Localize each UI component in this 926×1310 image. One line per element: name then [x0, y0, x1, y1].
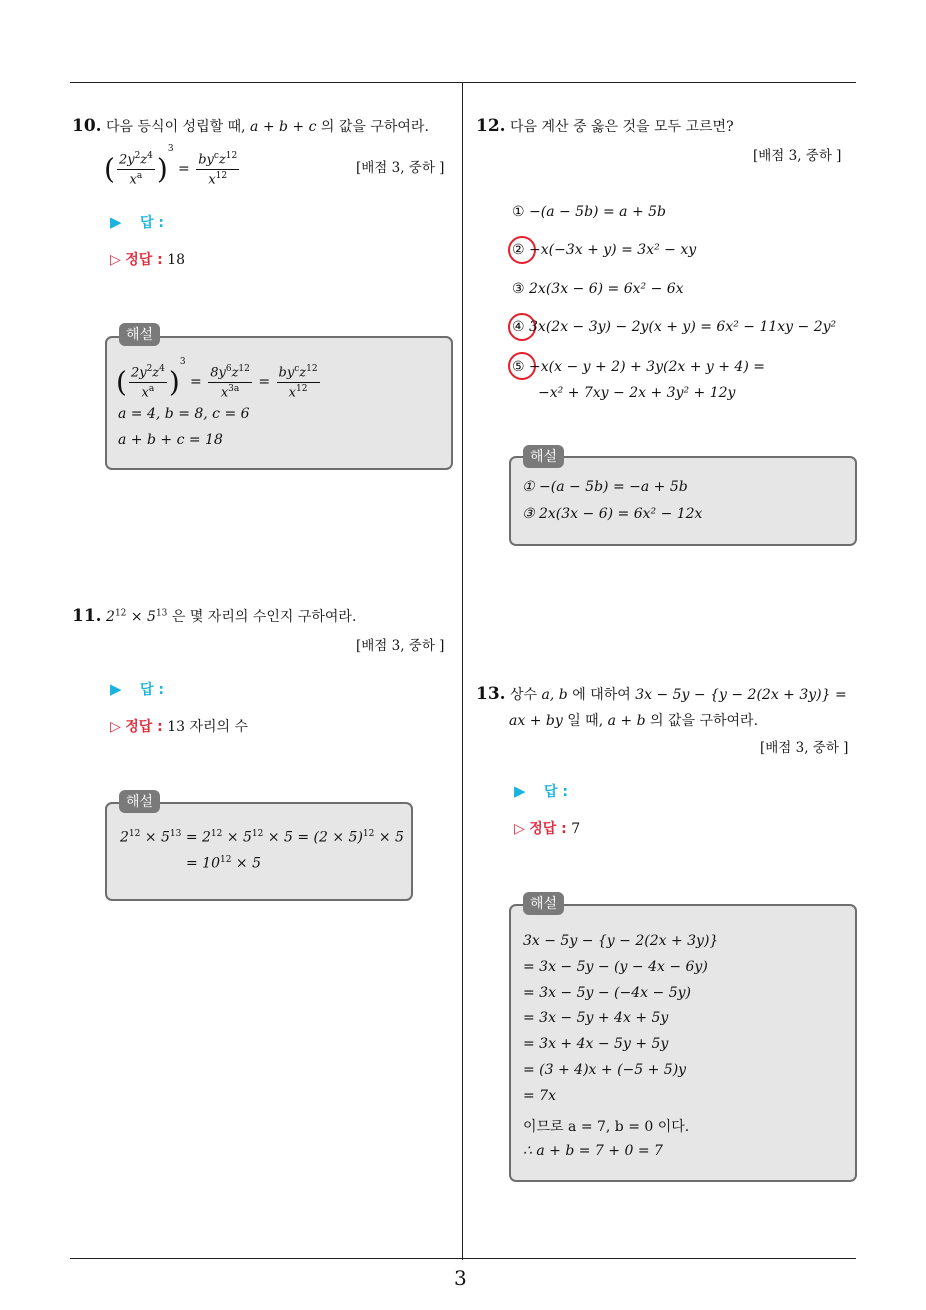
explanation-line: a + b + c = 18 — [118, 432, 223, 448]
question-12-score: [배점 3, 중하 ] — [753, 148, 842, 164]
question-text: 의 값을 구하여라. — [650, 713, 759, 729]
question-number: 11. — [72, 606, 102, 626]
correct-label: 정답 : — [125, 719, 163, 735]
choice-text: −x(−3x + y) = 3x² − xy — [529, 242, 697, 258]
choice-mark: ② — [512, 242, 525, 258]
choice-1[interactable] — [512, 204, 666, 220]
top-rule — [70, 82, 856, 83]
explanation-line: ① −(a − 5b) = −a + 5b — [522, 479, 688, 495]
question-text: 일 때, — [567, 713, 604, 729]
question-13-score: [배점 3, 중하 ] — [760, 740, 849, 756]
question-text: 다음 계산 중 옳은 것을 모두 고르면? — [510, 119, 734, 135]
choice-5[interactable] — [512, 359, 765, 375]
explanation-line: $2^{12} \times 5^{13} = 2^{12} \times 5^{12} \times 5 = (2 \times 5)^{12} \times 5$ — [120, 829, 404, 846]
question-text: 다음 등식이 성립할 때, — [106, 119, 246, 135]
answer-label: 답 : — [140, 682, 164, 698]
choice-mark: ① — [512, 204, 525, 220]
explanation-line: 3x − 5y − {y − 2(2x + 3y)} — [523, 933, 719, 949]
question-11-explanation-box — [105, 802, 413, 901]
correct-value: 18 — [167, 252, 186, 268]
explanation-line: = $10^{12} \times 5$ — [186, 855, 261, 872]
page-number: 3 — [454, 1266, 467, 1290]
question-expr: ax + by — [509, 713, 563, 729]
question-text: 은 몇 자리의 수인지 구하여라. — [171, 609, 357, 625]
question-text: 에 대하여 — [572, 687, 631, 703]
choice-text: −x(x − y + 2) + 3y(2x + y + 4) = — [529, 359, 765, 375]
explanation-line: = 3x + 4x − 5y + 5y — [523, 1036, 669, 1052]
question-expr: a, b — [541, 687, 568, 703]
explanation-line: = 3x − 5y + 4x + 5y — [523, 1010, 669, 1026]
question-expr: a + b + c — [250, 119, 317, 135]
question-10-equation: ( $\frac{2y^2z^4}{x^a}$ )$^3$ = $\frac{by^cz^{12}}{x^{12}}$ — [104, 144, 238, 187]
question-13-line2 — [509, 710, 758, 730]
explanation-tag: 해설 — [119, 323, 160, 346]
correct-triangle-icon: ▷ — [110, 719, 121, 735]
question-13-correct — [514, 818, 580, 838]
question-10-answer[interactable] — [110, 212, 164, 232]
correct-triangle-icon: ▷ — [110, 252, 121, 268]
question-10-score: [배점 3, 중하 ] — [356, 160, 445, 176]
question-10 — [72, 116, 429, 136]
question-expr: 3x − 5y − {y − 2(2x + 3y)} = — [635, 687, 847, 703]
question-10-correct — [110, 249, 185, 269]
choice-mark: ④ — [512, 319, 525, 335]
choice-text: 2x(3x − 6) = 6x² − 6x — [529, 281, 684, 297]
choice-mark: ⑤ — [512, 359, 525, 375]
correct-label: 정답 : — [125, 252, 163, 268]
question-text: 상수 — [510, 687, 538, 703]
choice-4[interactable] — [512, 319, 836, 335]
column-divider — [462, 82, 463, 1260]
correct-label: 정답 : — [529, 821, 567, 837]
explanation-line: = (3 + 4)x + (−5 + 5)y — [523, 1062, 687, 1078]
question-13-answer[interactable] — [514, 781, 568, 801]
question-11 — [72, 606, 356, 626]
explanation-tag: 해설 — [523, 445, 564, 468]
correct-triangle-icon: ▷ — [514, 821, 525, 837]
question-13 — [476, 684, 847, 704]
question-number: 10. — [72, 116, 102, 136]
question-12 — [476, 116, 734, 136]
question-11-score: [배점 3, 중하 ] — [356, 638, 445, 654]
explanation-line: = 3x − 5y − (y − 4x − 6y) — [523, 959, 708, 975]
explanation-line: 이므로 a = 7, b = 0 이다. — [523, 1119, 690, 1135]
question-expr: a + b — [607, 713, 646, 729]
choice-text: −(a − 5b) = a + 5b — [529, 204, 666, 220]
answer-triangle-icon: ▶ — [110, 213, 122, 231]
question-text-tail: 의 값을 구하여라. — [320, 119, 429, 135]
choice-5-continuation: −x² + 7xy − 2x + 3y² + 12y — [538, 385, 736, 401]
explanation-line: a = 4, b = 8, c = 6 — [118, 406, 250, 422]
answer-triangle-icon: ▶ — [110, 680, 122, 698]
question-number: 12. — [476, 116, 506, 136]
question-11-answer[interactable] — [110, 679, 164, 699]
explanation-tag: 해설 — [523, 892, 564, 915]
explanation-tag: 해설 — [119, 790, 160, 813]
question-number: 13. — [476, 684, 506, 704]
answer-label: 답 : — [140, 215, 164, 231]
correct-value: 13 자리의 수 — [167, 719, 249, 735]
explanation-line: ③ 2x(3x − 6) = 6x² − 12x — [522, 506, 703, 522]
answer-label: 답 : — [544, 784, 568, 800]
explanation-fraction-line: ( $\frac{2y^2z^4}{x^a}$ )$^3$ = $\frac{8y^6z^{12}}{x^{3a}}$ = $\frac{by^cz^{12}}{x^{12}}$ — [116, 357, 318, 400]
explanation-line: ∴ a + b = 7 + 0 = 7 — [523, 1143, 663, 1159]
choice-mark: ③ — [512, 281, 525, 297]
bottom-rule — [70, 1258, 856, 1259]
choice-2[interactable] — [512, 242, 696, 258]
explanation-line: = 3x − 5y − (−4x − 5y) — [523, 985, 691, 1001]
choice-text: 3x(2x − 3y) − 2y(x + y) = 6x² − 11xy − 2y² — [529, 319, 837, 335]
answer-triangle-icon: ▶ — [514, 782, 526, 800]
explanation-line: = 7x — [523, 1088, 556, 1104]
question-12-explanation-box — [509, 456, 857, 546]
correct-value: 7 — [571, 821, 581, 837]
choice-3[interactable] — [512, 281, 684, 297]
question-expr: $2^{12} \times 5^{13}$ — [106, 608, 168, 625]
question-11-correct — [110, 716, 248, 736]
